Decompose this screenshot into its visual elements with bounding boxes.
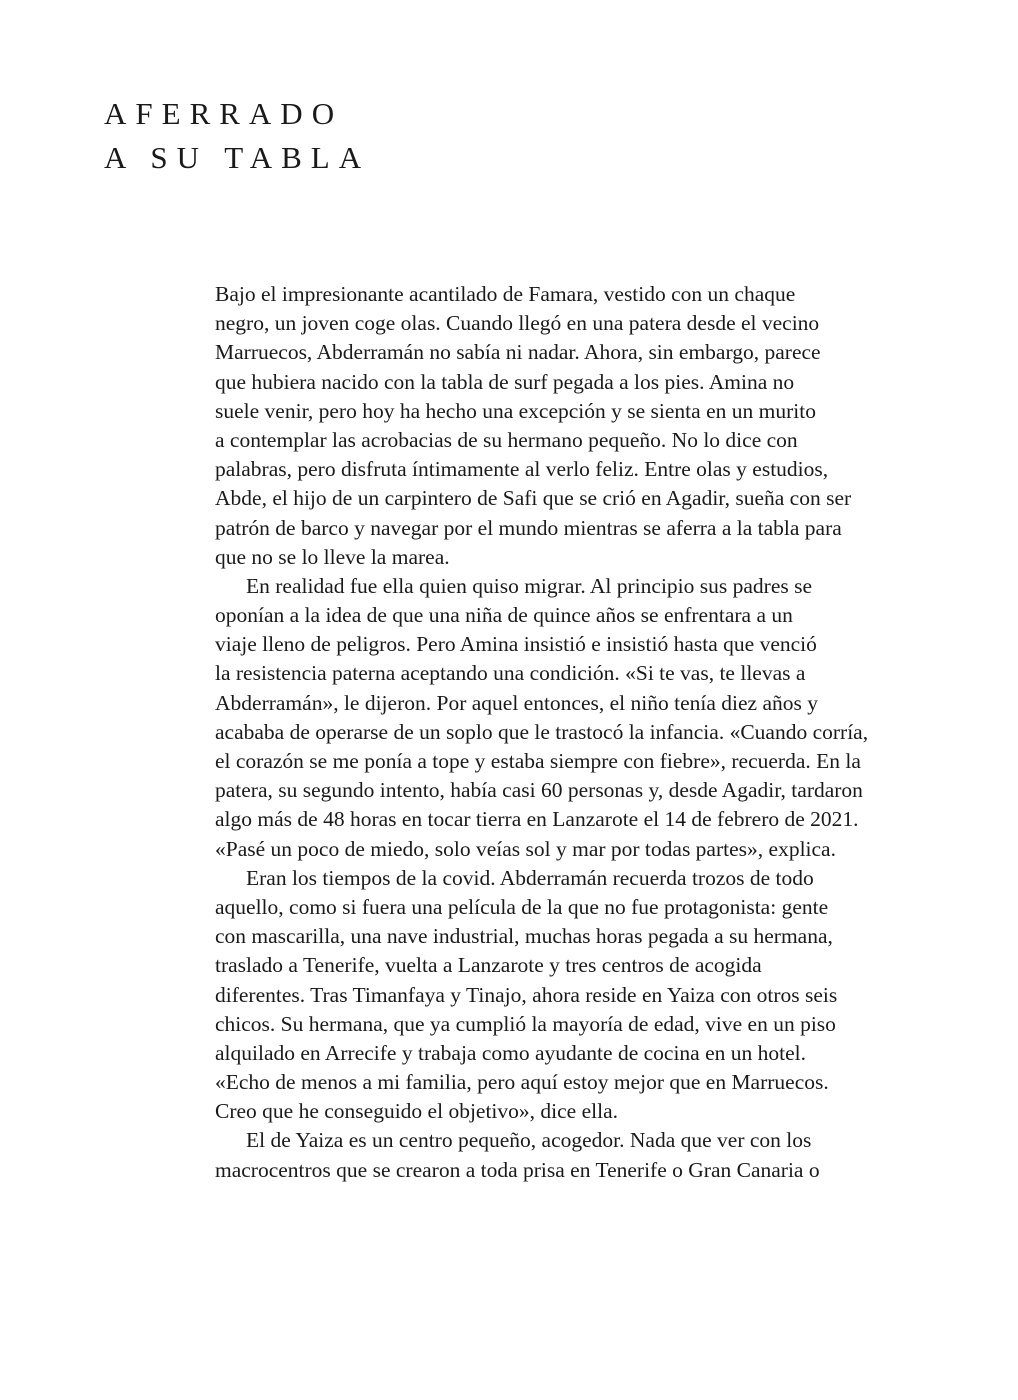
text-line: macrocentros que se crearon a toda prisa en Tenerife o Gran Canaria o — [215, 1157, 820, 1182]
text-line: negro, un joven coge olas. Cuando llegó en una patera desde el vecino — [215, 311, 820, 336]
text-line: patera, su segundo intento, había casi 60 personas y, desde Agadir, tardaron — [215, 778, 863, 803]
text-line: con mascarilla, una nave industrial, muchas horas pegada a su hermana, — [215, 924, 833, 949]
text-line: suele venir, pero hoy ha hecho una excepción y se sienta en un murito — [215, 398, 816, 423]
text-line: traslado a Tenerife, vuelta a Lanzarote y tres centros de acogida — [215, 953, 762, 978]
paragraph-first-line: Eran los tiempos de la covid. Abderramán recuerda trozos de todo — [246, 865, 814, 890]
text-line: alquilado en Arrecife y trabaja como ayudante de cocina en un hotel. — [215, 1040, 806, 1065]
text-line: a contemplar las acrobacias de su hermano pequeño. No lo dice con — [215, 427, 798, 452]
text-line: que no se lo lleve la marea. — [215, 544, 450, 569]
text-line: acababa de operarse de un soplo que le trastocó la infancia. «Cuando corría, — [215, 719, 869, 744]
text-line: Bajo el impresionante acantilado de Famara, vestido con un chaque — [215, 282, 796, 306]
text-line: «Pasé un poco de miedo, solo veías sol y mar por todas partes», explica. — [215, 836, 836, 861]
text-line: que hubiera nacido con la tabla de surf pegada a los pies. Amina no — [215, 369, 795, 394]
text-line: viaje lleno de peligros. Pero Amina insistió e insistió hasta que venció — [215, 632, 817, 657]
text-line: Abde, el hijo de un carpintero de Safi que se crió en Agadir, sueña con ser — [215, 486, 852, 511]
text-line: oponían a la idea de que una niña de quince años se enfrentara a un — [215, 603, 793, 628]
text-line: la resistencia paterna aceptando una condición. «Si te vas, te llevas a — [215, 661, 806, 686]
text-line: aquello, como si fuera una película de la que no fue protagonista: gente — [215, 894, 829, 919]
text-line: el corazón se me ponía a tope y estaba siempre con fiebre», recuerda. En la — [215, 749, 861, 773]
text-line: algo más de 48 horas en tocar tierra en Lanzarote el 14 de febrero de 2021. — [215, 807, 859, 832]
paragraph-first-line: En realidad fue ella quien quiso migrar. Al principio sus padres se — [246, 573, 813, 598]
body-text — [215, 280, 925, 1185]
text-line: Creo que he conseguido el objetivo», dice ella. — [215, 1099, 618, 1124]
chapter-title-line-2: A SU TABLA — [104, 140, 371, 175]
text-line: diferentes. Tras Timanfaya y Tinajo, ahora reside en Yaiza con otros seis — [215, 982, 838, 1007]
text-line: patrón de barco y navegar por el mundo mientras se aferra a la tabla para — [215, 515, 842, 540]
text-line: palabras, pero disfruta íntimamente al verlo feliz. Entre olas y estudios, — [215, 457, 829, 482]
text-line: «Echo de menos a mi familia, pero aquí estoy mejor que en Marruecos. — [215, 1070, 829, 1095]
chapter-title — [104, 92, 370, 180]
text-line: chicos. Su hermana, que ya cumplió la mayoría de edad, vive en un piso — [215, 1011, 836, 1036]
paragraph-first-line: El de Yaiza es un centro pequeño, acogedor. Nada que ver con los — [246, 1128, 812, 1153]
text-line: Abderramán», le dijeron. Por aquel entonces, el niño tenía diez años y — [215, 690, 818, 715]
text-line: Marruecos, Abderramán no sabía ni nadar. Ahora, sin embargo, parece — [215, 340, 821, 365]
chapter-title-line-1: AFERRADO — [104, 96, 344, 131]
